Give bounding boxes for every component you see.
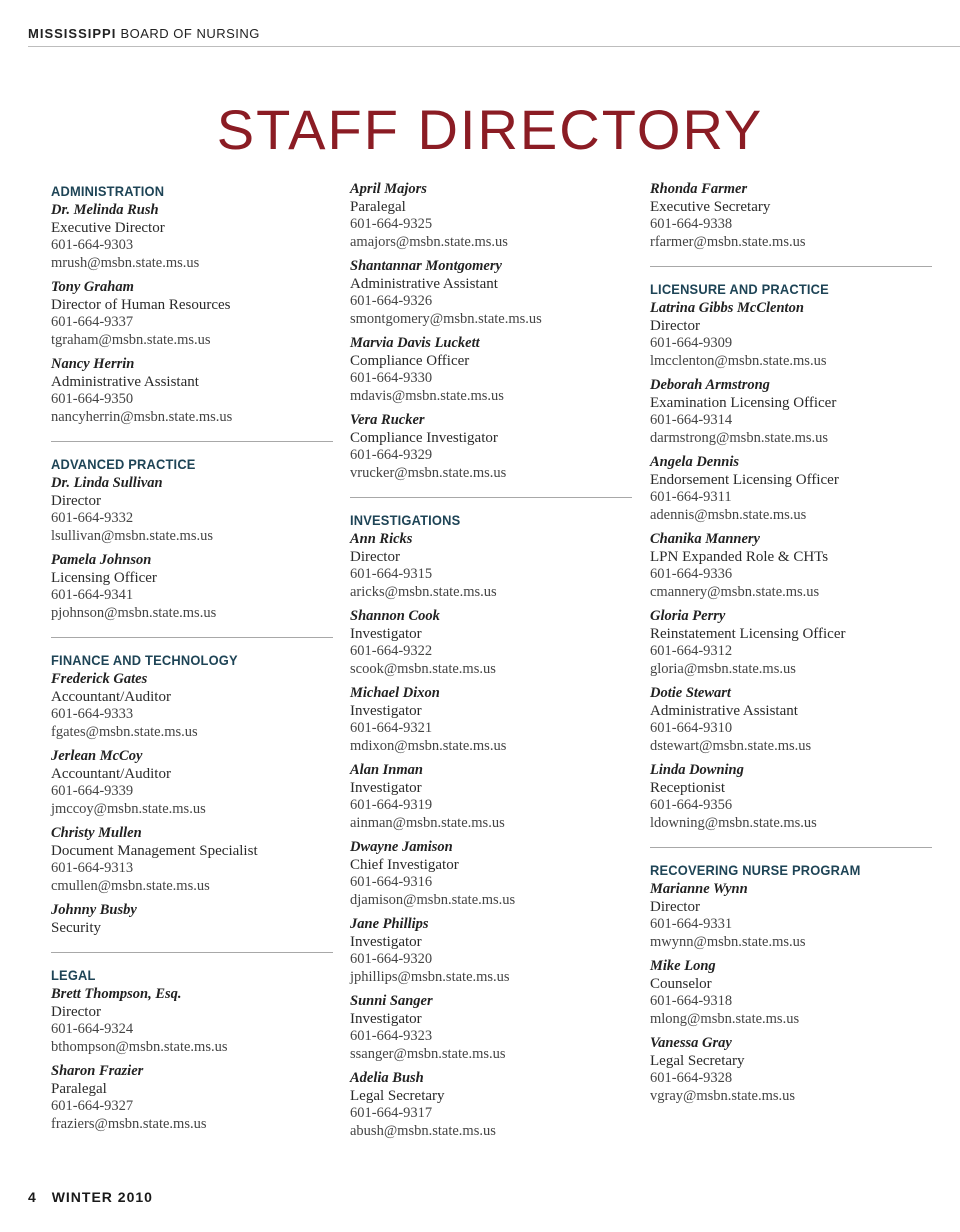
- staff-email[interactable]: djamison@msbn.state.ms.us: [350, 891, 516, 908]
- department-section: [51, 952, 333, 1148]
- issue-label: WINTER 2010: [51, 1189, 153, 1205]
- staff-entry: [350, 335, 632, 405]
- directory-column-1: [51, 181, 333, 1148]
- staff-phone: 601-664-9319: [350, 797, 433, 813]
- department-section: [350, 497, 632, 1155]
- staff-name: Deborah Armstrong: [650, 377, 770, 393]
- department-heading: ADMINISTRATION: [51, 183, 165, 199]
- staff-name: Marianne Wynn: [650, 881, 748, 897]
- staff-entry: [51, 552, 333, 622]
- staff-email[interactable]: tgraham@msbn.state.ms.us: [51, 331, 211, 348]
- staff-phone: 601-664-9320: [350, 951, 433, 967]
- staff-phone: 601-664-9318: [650, 993, 733, 1009]
- staff-title: Administrative Assistant: [350, 275, 498, 292]
- staff-entry: [350, 839, 632, 909]
- staff-name: Gloria Perry: [650, 608, 726, 624]
- staff-email[interactable]: lmcclenton@msbn.state.ms.us: [650, 352, 827, 369]
- staff-title: Accountant/Auditor: [51, 765, 171, 782]
- staff-entry: [650, 1035, 932, 1105]
- department-section: [650, 181, 932, 266]
- staff-name: Adelia Bush: [350, 1070, 424, 1086]
- staff-title: Legal Secretary: [650, 1052, 745, 1069]
- staff-email[interactable]: fgates@msbn.state.ms.us: [51, 723, 198, 740]
- staff-name: Nancy Herrin: [51, 356, 135, 372]
- staff-entry: [51, 902, 333, 937]
- staff-email[interactable]: ssanger@msbn.state.ms.us: [350, 1045, 506, 1062]
- staff-email[interactable]: ldowning@msbn.state.ms.us: [650, 814, 817, 831]
- staff-name: Linda Downing: [650, 762, 744, 778]
- staff-email[interactable]: cmullen@msbn.state.ms.us: [51, 877, 210, 894]
- staff-name: Frederick Gates: [51, 671, 148, 687]
- staff-phone: 601-664-9324: [51, 1021, 134, 1037]
- staff-email[interactable]: abush@msbn.state.ms.us: [350, 1122, 496, 1139]
- staff-email[interactable]: dstewart@msbn.state.ms.us: [650, 737, 812, 754]
- directory-column-3: [650, 181, 932, 1120]
- staff-phone: 601-664-9333: [51, 706, 134, 722]
- staff-phone: 601-664-9327: [51, 1098, 134, 1114]
- staff-phone: 601-664-9328: [650, 1070, 733, 1086]
- staff-phone: 601-664-9339: [51, 783, 134, 799]
- staff-email[interactable]: darmstrong@msbn.state.ms.us: [650, 429, 829, 446]
- staff-name: Shannon Cook: [350, 608, 440, 624]
- staff-phone: 601-664-9350: [51, 391, 134, 407]
- staff-name: Chanika Mannery: [650, 531, 760, 547]
- page-footer: [28, 1189, 153, 1205]
- staff-entry: [650, 181, 932, 251]
- staff-title: Investigator: [350, 625, 422, 642]
- staff-email[interactable]: jmccoy@msbn.state.ms.us: [51, 800, 206, 817]
- staff-name: Christy Mullen: [51, 825, 142, 841]
- staff-email[interactable]: cmannery@msbn.state.ms.us: [650, 583, 820, 600]
- staff-phone: 601-664-9310: [650, 720, 733, 736]
- staff-entry: [51, 748, 333, 818]
- staff-phone: 601-664-9338: [650, 216, 733, 232]
- department-section: [650, 847, 932, 1120]
- staff-title: Endorsement Licensing Officer: [650, 471, 839, 488]
- staff-name: Sharon Frazier: [51, 1063, 144, 1079]
- staff-entry: [350, 608, 632, 678]
- page-number: 4: [28, 1189, 37, 1205]
- staff-phone: 601-664-9331: [650, 916, 733, 932]
- department-section: [51, 637, 333, 952]
- staff-phone: 601-664-9309: [650, 335, 733, 351]
- staff-title: Counselor: [650, 975, 712, 992]
- staff-email[interactable]: smontgomery@msbn.state.ms.us: [350, 310, 542, 327]
- staff-name: Michael Dixon: [350, 685, 440, 701]
- staff-email[interactable]: ainman@msbn.state.ms.us: [350, 814, 505, 831]
- staff-title: Director: [350, 548, 400, 565]
- staff-email[interactable]: rfarmer@msbn.state.ms.us: [650, 233, 806, 250]
- staff-entry: [350, 993, 632, 1063]
- staff-email[interactable]: nancyherrin@msbn.state.ms.us: [51, 408, 233, 425]
- staff-email[interactable]: mlong@msbn.state.ms.us: [650, 1010, 800, 1027]
- staff-title: Reinstatement Licensing Officer: [650, 625, 846, 642]
- staff-phone: 601-664-9303: [51, 237, 134, 253]
- staff-name: Mike Long: [650, 958, 716, 974]
- staff-email[interactable]: mwynn@msbn.state.ms.us: [650, 933, 806, 950]
- staff-entry: [51, 356, 333, 426]
- staff-title: Executive Secretary: [650, 198, 771, 215]
- staff-entry: [350, 412, 632, 482]
- staff-phone: 601-664-9326: [350, 293, 433, 309]
- staff-phone: 601-664-9356: [650, 797, 733, 813]
- department-heading: FINANCE AND TECHNOLOGY: [51, 652, 238, 668]
- staff-phone: 601-664-9316: [350, 874, 433, 890]
- staff-phone: 601-664-9341: [51, 587, 134, 603]
- department-heading: RECOVERING NURSE PROGRAM: [650, 862, 861, 878]
- staff-name: Brett Thompson, Esq.: [51, 986, 182, 1002]
- staff-phone: 601-664-9321: [350, 720, 433, 736]
- staff-name: Shantannar Montgomery: [350, 258, 502, 274]
- staff-email[interactable]: fraziers@msbn.state.ms.us: [51, 1115, 207, 1132]
- staff-entry: [51, 671, 333, 741]
- staff-title: Investigator: [350, 1010, 422, 1027]
- staff-email[interactable]: gloria@msbn.state.ms.us: [650, 660, 796, 677]
- staff-title: Investigator: [350, 702, 422, 719]
- staff-title: Director: [51, 492, 101, 509]
- department-heading: LICENSURE AND PRACTICE: [650, 281, 829, 297]
- staff-title: Investigator: [350, 779, 422, 796]
- staff-phone: 601-664-9323: [350, 1028, 433, 1044]
- staff-entry: [51, 475, 333, 545]
- staff-title: Security: [51, 919, 101, 936]
- staff-entry: [350, 762, 632, 832]
- staff-name: Angela Dennis: [650, 454, 740, 470]
- staff-name: Vera Rucker: [350, 412, 425, 428]
- staff-phone: 601-664-9317: [350, 1105, 433, 1121]
- staff-name: Ann Ricks: [350, 531, 413, 547]
- staff-email[interactable]: adennis@msbn.state.ms.us: [650, 506, 807, 523]
- staff-entry: [51, 279, 333, 349]
- staff-name: Jane Phillips: [350, 916, 429, 932]
- staff-title: Receptionist: [650, 779, 725, 796]
- staff-entry: [350, 1070, 632, 1140]
- staff-title: Compliance Officer: [350, 352, 470, 369]
- staff-phone: 601-664-9336: [650, 566, 733, 582]
- staff-title: Administrative Assistant: [650, 702, 798, 719]
- department-section: [51, 181, 333, 441]
- department-section: [350, 181, 632, 497]
- staff-title: Paralegal: [350, 198, 406, 215]
- staff-title: Director of Human Resources: [51, 296, 231, 313]
- staff-entry: [51, 202, 333, 272]
- staff-phone: 601-664-9315: [350, 566, 433, 582]
- staff-title: Accountant/Auditor: [51, 688, 171, 705]
- staff-title: Administrative Assistant: [51, 373, 199, 390]
- staff-email[interactable]: vgray@msbn.state.ms.us: [650, 1087, 796, 1104]
- staff-name: Dotie Stewart: [650, 685, 731, 701]
- publication-header: [28, 26, 960, 47]
- staff-name: Sunni Sanger: [350, 993, 433, 1009]
- staff-name: Dr. Linda Sullivan: [51, 475, 163, 491]
- staff-title: Investigator: [350, 933, 422, 950]
- staff-title: Chief Investigator: [350, 856, 459, 873]
- header-org-subtitle: BOARD OF NURSING: [120, 26, 260, 41]
- staff-entry: [650, 762, 932, 832]
- staff-entry: [650, 300, 932, 370]
- staff-title: Compliance Investigator: [350, 429, 498, 446]
- staff-phone: 601-664-9322: [350, 643, 433, 659]
- staff-entry: [51, 825, 333, 895]
- staff-name: Tony Graham: [51, 279, 134, 295]
- staff-name: Johnny Busby: [51, 902, 137, 918]
- staff-email[interactable]: mrush@msbn.state.ms.us: [51, 254, 200, 271]
- staff-email[interactable]: jphillips@msbn.state.ms.us: [350, 968, 510, 985]
- staff-name: Pamela Johnson: [51, 552, 152, 568]
- staff-entry: [650, 958, 932, 1028]
- staff-title: Licensing Officer: [51, 569, 157, 586]
- staff-entry: [350, 916, 632, 986]
- staff-entry: [650, 608, 932, 678]
- staff-phone: 601-664-9329: [350, 447, 433, 463]
- staff-email[interactable]: aricks@msbn.state.ms.us: [350, 583, 497, 600]
- staff-email[interactable]: scook@msbn.state.ms.us: [350, 660, 496, 677]
- staff-entry: [650, 454, 932, 524]
- staff-name: Jerlean McCoy: [51, 748, 143, 764]
- directory-column-2: [350, 181, 632, 1155]
- staff-title: Director: [51, 1003, 101, 1020]
- staff-entry: [350, 181, 632, 251]
- staff-title: Legal Secretary: [350, 1087, 445, 1104]
- staff-phone: 601-664-9312: [650, 643, 733, 659]
- department-heading: LEGAL: [51, 967, 96, 983]
- staff-phone: 601-664-9325: [350, 216, 433, 232]
- staff-email[interactable]: vrucker@msbn.state.ms.us: [350, 464, 507, 481]
- staff-name: April Majors: [350, 181, 427, 197]
- staff-email[interactable]: lsullivan@msbn.state.ms.us: [51, 527, 213, 544]
- staff-phone: 601-664-9332: [51, 510, 134, 526]
- staff-name: Rhonda Farmer: [650, 181, 748, 197]
- department-section: [51, 441, 333, 637]
- staff-name: Dwayne Jamison: [350, 839, 453, 855]
- staff-email[interactable]: amajors@msbn.state.ms.us: [350, 233, 508, 250]
- staff-name: Vanessa Gray: [650, 1035, 732, 1051]
- department-heading: ADVANCED PRACTICE: [51, 456, 196, 472]
- staff-phone: 601-664-9337: [51, 314, 134, 330]
- staff-title: LPN Expanded Role & CHTs: [650, 548, 829, 565]
- staff-name: Dr. Melinda Rush: [51, 202, 159, 218]
- staff-entry: [650, 377, 932, 447]
- staff-name: Alan Inman: [350, 762, 423, 778]
- staff-title: Document Management Specialist: [51, 842, 258, 859]
- staff-entry: [51, 986, 333, 1056]
- staff-entry: [350, 258, 632, 328]
- staff-title: Executive Director: [51, 219, 165, 236]
- staff-name: Latrina Gibbs McClenton: [650, 300, 804, 316]
- staff-title: Director: [650, 898, 700, 915]
- staff-entry: [350, 685, 632, 755]
- staff-email[interactable]: pjohnson@msbn.state.ms.us: [51, 604, 217, 621]
- staff-entry: [650, 685, 932, 755]
- staff-entry: [350, 531, 632, 601]
- staff-entry: [650, 531, 932, 601]
- department-heading: INVESTIGATIONS: [350, 512, 461, 528]
- staff-entry: [650, 881, 932, 951]
- staff-phone: 601-664-9314: [650, 412, 733, 428]
- staff-entry: [51, 1063, 333, 1133]
- staff-phone: 601-664-9311: [650, 489, 732, 505]
- staff-title: Paralegal: [51, 1080, 107, 1097]
- header-org-name: MISSISSIPPI: [28, 26, 117, 41]
- department-section: [650, 266, 932, 847]
- staff-title: Examination Licensing Officer: [650, 394, 837, 411]
- staff-email[interactable]: mdixon@msbn.state.ms.us: [350, 737, 507, 754]
- staff-phone: 601-664-9330: [350, 370, 433, 386]
- page-title: STAFF DIRECTORY: [216, 98, 764, 161]
- staff-email[interactable]: bthompson@msbn.state.ms.us: [51, 1038, 228, 1055]
- staff-phone: 601-664-9313: [51, 860, 134, 876]
- staff-email[interactable]: mdavis@msbn.state.ms.us: [350, 387, 504, 404]
- staff-name: Marvia Davis Luckett: [350, 335, 480, 351]
- staff-title: Director: [650, 317, 700, 334]
